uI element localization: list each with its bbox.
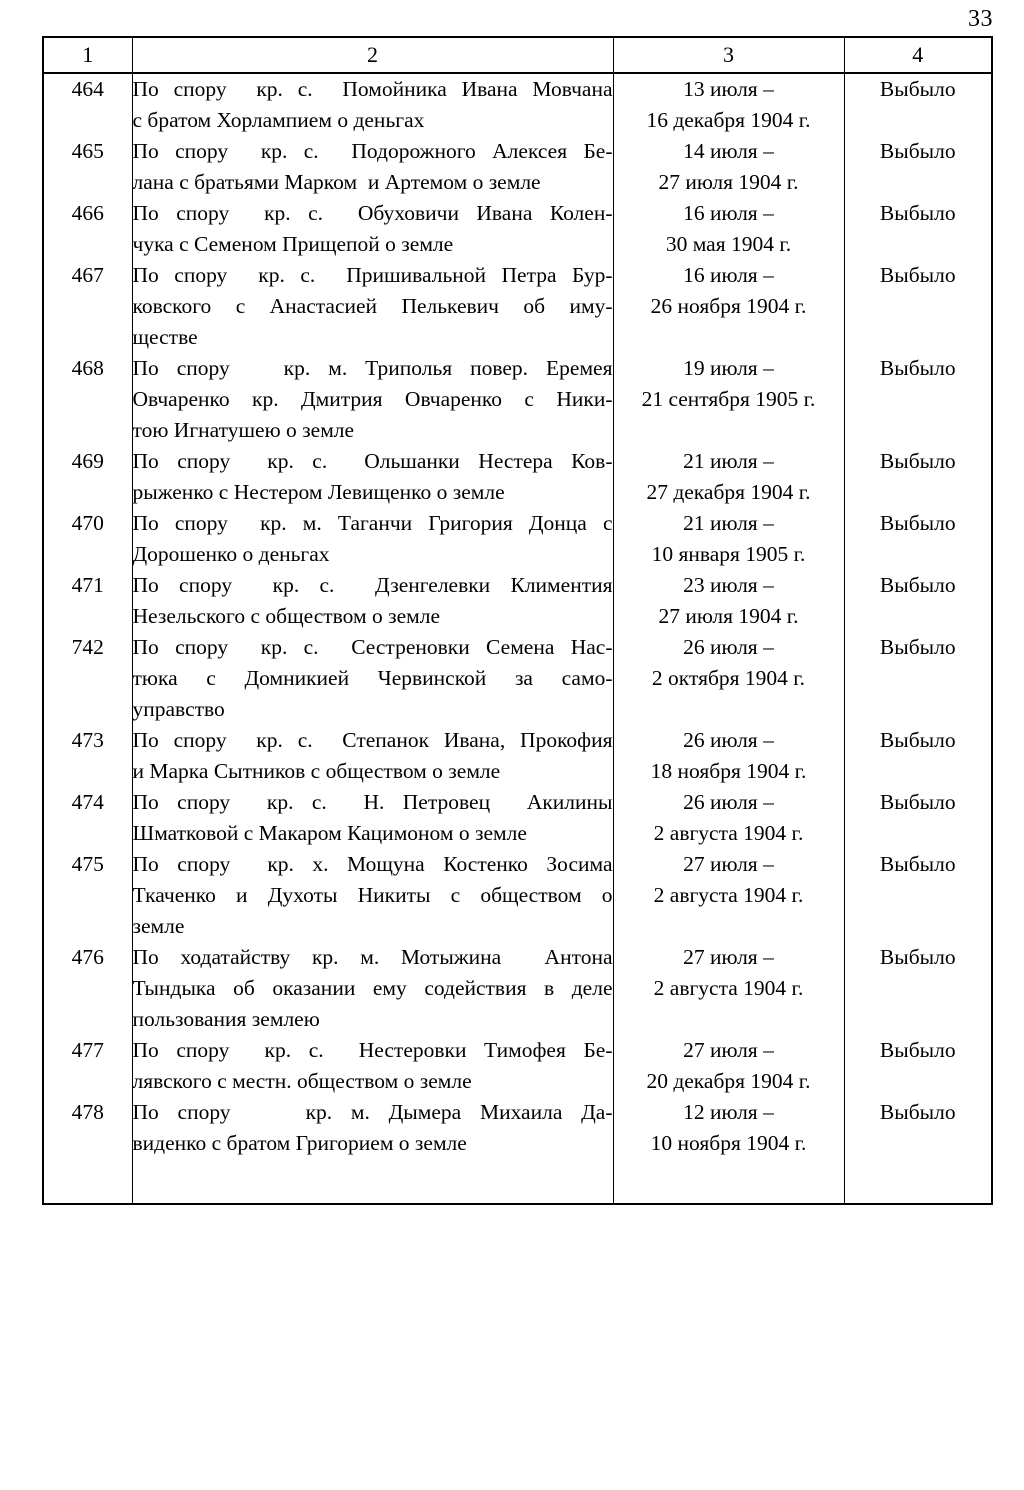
case-date-line: 13 июля –: [683, 77, 774, 101]
case-subject-line: ковского с Анастасией Пелькевич об иму-: [132, 294, 613, 318]
case-status-cell: Выбыло: [844, 508, 991, 570]
table-row: [44, 508, 991, 570]
case-number-cell: 465: [44, 136, 132, 198]
case-subject-line: управство: [132, 697, 225, 721]
case-date-line: 2 октября 1904 г.: [651, 666, 806, 690]
case-subject-line: По спору кр. с. Обуховичи Ивана Колен-: [132, 201, 613, 225]
case-subject-line: По спору кр. м. Триполья повер. Еремея: [132, 356, 613, 380]
case-dates-cell: [613, 1035, 844, 1097]
case-subject-line: По спору кр. с. Ольшанки Нестера Ков-: [132, 449, 613, 473]
case-dates-cell: [613, 570, 844, 632]
case-status-cell: Выбыло: [844, 73, 991, 136]
case-subject-line: Тындыка об оказании ему содействия в деле: [132, 976, 613, 1000]
table-row: [44, 849, 991, 942]
case-subject-cell: [132, 1097, 613, 1159]
column-header-3: 3: [613, 38, 844, 73]
table-bottom-spacer: [44, 1159, 991, 1203]
table-row: [44, 1035, 991, 1097]
case-dates-cell: [613, 73, 844, 136]
case-subject-line: По спору кр. с. Дзенгелевки Климентия: [132, 573, 613, 597]
case-status-cell: Выбыло: [844, 1097, 991, 1159]
case-subject-line: Шматковой с Макаром Кацимоном о земле: [132, 821, 527, 845]
case-status-cell: Выбыло: [844, 198, 991, 260]
case-subject-cell: [132, 508, 613, 570]
case-date-line: 16 декабря 1904 г.: [646, 108, 811, 132]
table-row: [44, 198, 991, 260]
case-subject-line: рыженко с Нестером Левищенко о земле: [132, 480, 505, 504]
case-status-cell: Выбыло: [844, 632, 991, 725]
case-status-cell: Выбыло: [844, 1035, 991, 1097]
case-dates-cell: [613, 725, 844, 787]
case-status-cell: Выбыло: [844, 136, 991, 198]
case-status-cell: Выбыло: [844, 725, 991, 787]
case-date-line: 27 декабря 1904 г.: [646, 480, 811, 504]
case-date-line: 19 июля –: [683, 356, 774, 380]
column-number-row: [44, 38, 991, 73]
case-status-cell: Выбыло: [844, 353, 991, 446]
case-subject-line: Овчаренко кр. Дмитрия Овчаренко с Ники-: [132, 387, 613, 411]
case-dates-cell: [613, 787, 844, 849]
case-number-cell: 467: [44, 260, 132, 353]
case-dates-cell: [613, 353, 844, 446]
column-header-1: 1: [44, 38, 132, 73]
case-date-line: 2 августа 1904 г.: [653, 883, 804, 907]
table-bottom-spacer-cell: [844, 1159, 991, 1203]
case-date-line: 16 июля –: [683, 201, 774, 225]
table-row: [44, 353, 991, 446]
case-status-cell: Выбыло: [844, 942, 991, 1035]
case-date-line: 23 июля –: [683, 573, 774, 597]
case-dates-cell: [613, 136, 844, 198]
case-number-cell: 477: [44, 1035, 132, 1097]
case-subject-line: По спору кр. м. Дымера Михаила Да-: [132, 1100, 613, 1124]
case-number-cell: 469: [44, 446, 132, 508]
case-date-line: 21 сентября 1905 г.: [641, 387, 816, 411]
case-dates-cell: [613, 198, 844, 260]
case-dates-cell: [613, 260, 844, 353]
case-subject-line: По спору кр. с. Подорожного Алексея Бе-: [132, 139, 613, 163]
case-subject-line: По спору кр. с. Помойника Ивана Мовчана: [132, 77, 613, 101]
table-row: [44, 73, 991, 136]
table-row: [44, 570, 991, 632]
case-date-line: 2 августа 1904 г.: [653, 976, 804, 1000]
case-number-cell: 475: [44, 849, 132, 942]
case-subject-line: и Марка Сытников с обществом о земле: [132, 759, 501, 783]
case-number-cell: 473: [44, 725, 132, 787]
case-status-cell: Выбыло: [844, 446, 991, 508]
case-subject-line: По спору кр. м. Таганчи Григория Донца с: [132, 511, 613, 535]
column-header-4: 4: [844, 38, 991, 73]
case-subject-cell: [132, 198, 613, 260]
table-row: [44, 725, 991, 787]
table-row: [44, 787, 991, 849]
case-subject-line: Незельского с обществом о земле: [132, 604, 440, 628]
case-subject-cell: [132, 136, 613, 198]
case-subject-line: тюка с Домникией Червинской за само-: [132, 666, 613, 690]
case-number-cell: 464: [44, 73, 132, 136]
case-date-line: 14 июля –: [683, 139, 774, 163]
case-date-line: 18 ноября 1904 г.: [650, 759, 807, 783]
column-header-2: 2: [132, 38, 613, 73]
case-date-line: 27 июля 1904 г.: [658, 604, 799, 628]
case-dates-cell: [613, 849, 844, 942]
case-subject-line: земле: [132, 914, 185, 938]
case-subject-line: Дорошенко о деньгах: [132, 542, 330, 566]
case-date-line: 26 ноября 1904 г.: [650, 294, 807, 318]
case-subject-line: с братом Хорлампием о деньгах: [132, 108, 425, 132]
case-date-line: 27 июля –: [683, 1038, 774, 1062]
table-row: [44, 260, 991, 353]
case-date-line: 26 июля –: [683, 728, 774, 752]
table-row: [44, 632, 991, 725]
case-number-cell: 474: [44, 787, 132, 849]
case-number-cell: 742: [44, 632, 132, 725]
table-row: [44, 446, 991, 508]
case-dates-cell: [613, 446, 844, 508]
case-date-line: 27 июля –: [683, 852, 774, 876]
case-number-cell: 468: [44, 353, 132, 446]
ledger-table: [44, 38, 991, 1203]
case-subject-line: чука с Семеном Прищепой о земле: [132, 232, 454, 256]
case-subject-line: По спору кр. х. Мощуна Костенко Зосима: [132, 852, 613, 876]
case-date-line: 21 июля –: [683, 449, 774, 473]
case-subject-line: По спору кр. с. Сестреновки Семена Нас-: [132, 635, 613, 659]
case-dates-cell: [613, 942, 844, 1035]
case-status-cell: Выбыло: [844, 570, 991, 632]
case-subject-cell: [132, 632, 613, 725]
case-subject-line: ществе: [132, 325, 198, 349]
case-status-cell: Выбыло: [844, 787, 991, 849]
case-dates-cell: [613, 632, 844, 725]
case-subject-cell: [132, 787, 613, 849]
case-subject-cell: [132, 353, 613, 446]
case-dates-cell: [613, 1097, 844, 1159]
table-bottom-spacer-cell: [613, 1159, 844, 1203]
case-subject-cell: [132, 73, 613, 136]
case-subject-line: тою Игнатушею о земле: [132, 418, 355, 442]
table-row: [44, 136, 991, 198]
case-number-cell: 470: [44, 508, 132, 570]
case-subject-line: По спору кр. с. Степанок Ивана, Прокофия: [132, 728, 613, 752]
case-date-line: 26 июля –: [683, 790, 774, 814]
case-subject-cell: [132, 725, 613, 787]
case-date-line: 12 июля –: [683, 1100, 774, 1124]
ledger-table-container: [42, 36, 993, 1205]
table-row: [44, 1097, 991, 1159]
case-subject-cell: [132, 570, 613, 632]
case-subject-cell: [132, 942, 613, 1035]
case-subject-line: По спору кр. с. Пришивальной Петра Бур-: [132, 263, 613, 287]
case-date-line: 10 ноября 1904 г.: [650, 1131, 807, 1155]
case-subject-line: виденко с братом Григорием о земле: [132, 1131, 467, 1155]
case-date-line: 21 июля –: [683, 511, 774, 535]
case-date-line: 27 июля –: [683, 945, 774, 969]
case-number-cell: 471: [44, 570, 132, 632]
case-subject-cell: [132, 849, 613, 942]
case-subject-cell: [132, 260, 613, 353]
page-number: 33: [968, 6, 993, 32]
case-date-line: 27 июля 1904 г.: [658, 170, 799, 194]
case-date-line: 26 июля –: [683, 635, 774, 659]
case-date-line: 20 декабря 1904 г.: [646, 1069, 811, 1093]
case-subject-cell: [132, 1035, 613, 1097]
case-subject-line: лана с братьями Марком и Артемом о земле: [132, 170, 541, 194]
case-date-line: 16 июля –: [683, 263, 774, 287]
case-status-cell: Выбыло: [844, 260, 991, 353]
table-header: [44, 38, 991, 73]
case-subject-cell: [132, 446, 613, 508]
case-number-cell: 476: [44, 942, 132, 1035]
case-date-line: 2 августа 1904 г.: [653, 821, 804, 845]
table-body: [44, 73, 991, 1203]
table-bottom-spacer-cell: [132, 1159, 613, 1203]
case-dates-cell: [613, 508, 844, 570]
table-row: [44, 942, 991, 1035]
case-date-line: 10 января 1905 г.: [651, 542, 806, 566]
case-subject-line: лявского с местн. обществом о земле: [132, 1069, 472, 1093]
case-subject-line: По спору кр. с. Н. Петровец Акилины: [132, 790, 613, 814]
case-subject-line: По спору кр. с. Нестеровки Тимофея Бе-: [132, 1038, 613, 1062]
case-number-cell: 466: [44, 198, 132, 260]
table-bottom-spacer-cell: [44, 1159, 132, 1203]
case-date-line: 30 мая 1904 г.: [665, 232, 792, 256]
case-number-cell: 478: [44, 1097, 132, 1159]
case-subject-line: пользования землею: [132, 1007, 320, 1031]
case-subject-line: Ткаченко и Духоты Никиты с обществом о: [132, 883, 613, 907]
case-status-cell: Выбыло: [844, 849, 991, 942]
case-subject-line: По ходатайству кр. м. Мотыжина Антона: [132, 945, 613, 969]
